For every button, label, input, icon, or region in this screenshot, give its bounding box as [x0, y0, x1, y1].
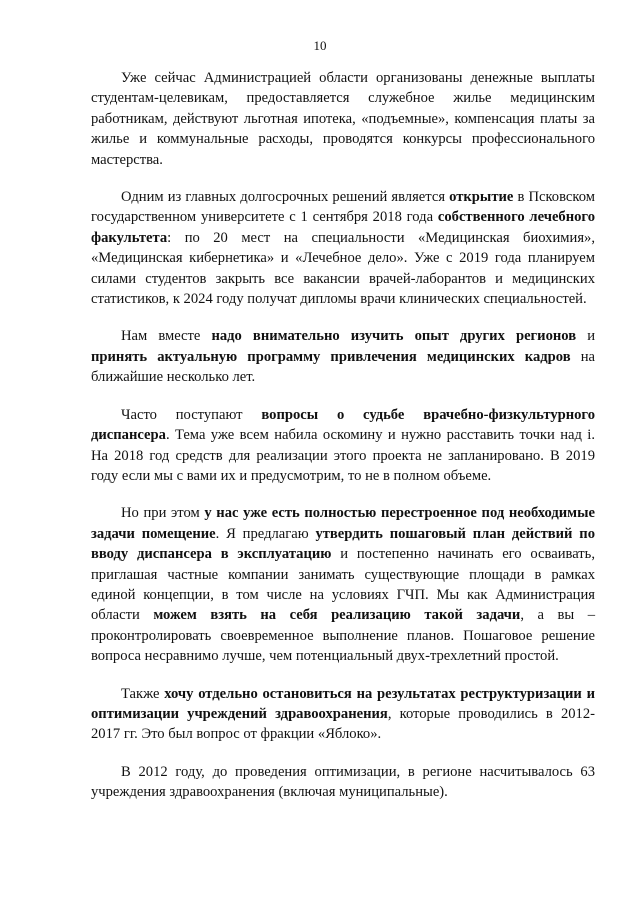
text-run: и — [576, 328, 595, 345]
text-run: на ближайшие несколько лет. — [91, 348, 595, 386]
document-body — [91, 68, 595, 820]
bold-run: можем взять на себя реализацию такой задачи — [153, 607, 521, 624]
paragraph-6 — [91, 684, 595, 745]
text-run: Но при этом — [121, 505, 205, 522]
text-run: . Тема уже всем набила оскомину и нужно расставить точки над i. На 2018 год средств для реализации этого проекта не запланировано. В 2019 году если мы с вами их и предусмотрим, то не в полном объеме. — [91, 427, 595, 484]
bold-run: вопросы о судьбе врачебно-физкультурного диспансера — [91, 406, 595, 444]
paragraph-5 — [91, 503, 595, 666]
text-run: и постепенно начинать его осваивать, приглашая частные компании занимать существующие площади в рамках единой концепции, в том числе на условиях ГЧП. Мы как Администрация области — [91, 546, 595, 624]
paragraph-7 — [91, 762, 595, 803]
page-number: 10 — [313, 38, 327, 53]
paragraph-1 — [91, 68, 595, 170]
text-run: , а вы – проконтролировать своевременное выполнение планов. Пошаговое решение вопроса несравнимо лучше, чем потенциальный двух-трехлетний простой. — [91, 607, 596, 665]
bold-run: открытие — [449, 189, 514, 206]
text-run: . Я предлагаю — [215, 525, 316, 542]
bold-run: принять актуальную программу привлечения медицинских кадров — [91, 348, 571, 365]
text-run: , которые проводились в 2012-2017 гг. Это был вопрос от фракции «Яблоко». — [91, 705, 595, 743]
bold-run: утвердить пошаговый план действий по вводу диспансера в эксплуатацию — [91, 525, 595, 563]
paragraph-4 — [91, 405, 595, 487]
bold-run: собственного лечебного факультета — [91, 209, 595, 246]
bold-run: у нас уже есть полностью перестроенное под необходимые задачи помещение — [91, 505, 595, 542]
text-run: Нам вместе — [121, 328, 212, 345]
text-run: В 2012 году, до проведения оптимизации, в регионе насчитывалось 63 учреждения здравоохранения (включая муниципальные). — [91, 763, 595, 801]
bold-run: надо внимательно изучить опыт других регионов — [211, 328, 577, 345]
text-run: Также — [121, 685, 165, 702]
paragraph-2 — [91, 187, 595, 309]
text-run: Уже сейчас Администрацией области организованы денежные выплаты студентам-целевикам, предоставляется служебное жилье медицинским работникам, действуют льготная ипотека, «подъемные», компенсация платы за жилье и коммунальные расходы, проводятся конкурсы профессионального мастерства. — [91, 70, 595, 168]
text-run: Часто поступают — [121, 406, 262, 423]
bold-run: хочу отдельно остановиться на результатах реструктуризации и оптимизации учреждений здравоохранения — [91, 685, 595, 722]
text-run: : по 20 мест на специальности «Медицинская биохимия», «Медицинская кибернетика» и «Лечебное дело». Уже с 2019 года планируем силами студентов закрыть все вакансии врачей-лаборантов и медицинских статистиков, к 2024 году получат дипломы врачи клинических специальностей. — [91, 229, 595, 308]
text-run: Одним из главных долгосрочных решений является — [121, 189, 450, 206]
paragraph-3 — [91, 326, 595, 387]
text-run: в Псковском государственном университете с 1 сентября 2018 года — [91, 189, 595, 226]
